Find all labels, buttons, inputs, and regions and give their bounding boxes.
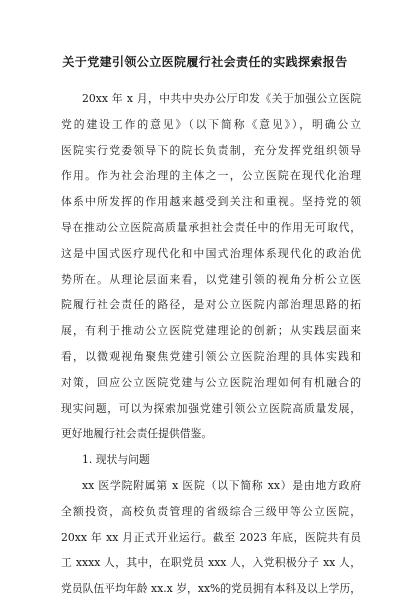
paragraph-line: 这是中国式医疗现代化和中国式治理体系现代化的政治优 — [61, 246, 361, 260]
paragraph-line: 看，以微观视角聚焦党建引领公立医院治理的具体实践和 — [61, 349, 361, 363]
paragraph-line: xx 医学院附属第 x 医院（以下简称 xx）是由地方政府 — [82, 478, 361, 492]
paragraph-line: 作用。作为社会治理的主体之一，公立医院在现代化治理 — [61, 169, 361, 183]
paragraph-line: 全额投资，高校负责管理的省级综合三级甲等公立医院， — [61, 504, 361, 518]
document-body — [61, 86, 361, 602]
paragraph-line: 体系中所发挥的作用越来越受到关注和重视。坚持党的领 — [61, 195, 361, 209]
paragraph-line: 更好地履行社会责任提供借鉴。 — [61, 427, 213, 441]
paragraph-line: 现实问题，可以为探索加强党建引领公立医院高质量发展， — [61, 401, 361, 415]
paragraph-line: 对策，回应公立医院党建与公立医院治理如何有机融合的 — [61, 375, 361, 389]
paragraph-line: 党员队伍平均年龄 xx.x 岁，xx%的党员拥有本科及以上学历， — [61, 582, 361, 596]
paragraph-line: 势所在。从理论层面来看，以党建引领的视角分析公立医 — [61, 272, 361, 286]
paragraph-line: 展，有利于推动公立医院党建理论的创新；从实践层面来 — [61, 324, 361, 338]
paragraph-line: 导在推动公立医院高质量承担社会责任中的作用无可取代， — [61, 220, 361, 234]
document-title: 关于党建引领公立医院履行社会责任的实践探索报告 — [62, 55, 348, 69]
section-heading: 1. 现状与问题 — [82, 453, 150, 467]
paragraph-line: 20xx 年 xx 月正式开业运行。截至 2023 年底，医院共有员 — [61, 530, 361, 544]
paragraph-line: 党的建设工作的意见》（以下简称《意见》），明确公立 — [61, 117, 361, 131]
paragraph-line: 20xx 年 x 月，中共中央办公厅印发《关于加强公立医院 — [82, 92, 361, 105]
paragraph-line: 工 xxxx 人，其中，在职党员 xxx 人，入党积极分子 xx 人， — [61, 556, 361, 570]
paragraph-line: 院履行社会责任的路径，是对公立医院内部治理思路的拓 — [61, 298, 361, 312]
paragraph-line: 医院实行党委领导下的院长负责制，充分发挥党组织领导 — [61, 143, 361, 157]
